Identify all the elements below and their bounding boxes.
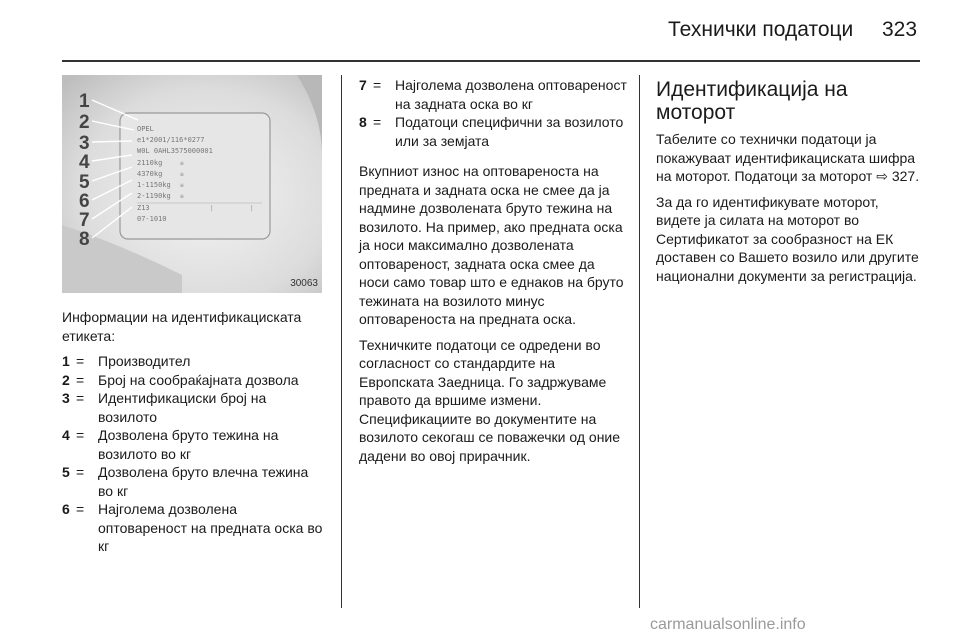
list-item: 3 = Идентификациски број на возилото [62,390,267,425]
callout-7: 7 [79,210,90,231]
label-line-8: Z13 [137,204,150,212]
list-item: 8 = Податоци специфични за возилото или за земјата [359,114,624,149]
figure-number: 30063 [290,278,318,289]
label-line-7: 2-1190kg [137,192,171,200]
column-divider-2 [639,75,640,608]
header-rule [62,60,920,62]
label-line-6: 1-1150kg [137,181,171,189]
standards-paragraph: Техничките податоци се одредени во согласност со стандардите на Европската Заедница. Го задржуваме правото да вршиме измени. Спецификациите во документите на возилото секогаш се поважечки од оние дадени во овој прирачник. [359,336,621,464]
left-column [62,308,324,562]
right-column [656,78,922,292]
axle-load-paragraph: Вкупниот износ на оптовареноста на предната и задната оска не смее да ја надмине дозволената бруто тежина на возилото. На пример, ако предната оска ја носи максимално дозволената оптовареност, задната оска смее да носи само товар што е еднаков на бруто тежината на возилото минус оптовареноста на предната оска. [359,163,624,327]
callout-2: 2 [79,112,90,133]
vehicle-id-label-figure [62,75,322,293]
engine-identify-paragraph: За да го идентификувате моторот, видете ја силата на моторот во Сертификатот за сообразност на ЕК доставен со Вашето возило или другите национални документи за регистрација. [656,193,919,284]
svg-text:|: | [210,205,214,212]
label-line-9: 07-1010 [137,215,167,223]
page-number: 323 [882,18,918,41]
label-intro: Информации на идентификациската етикета: [62,309,302,344]
svg-text:|: | [250,205,254,212]
page-ref-link[interactable]: 327 [891,168,916,184]
label-line-1: OPEL [137,125,154,133]
section-heading: Идентификација на моторот [656,78,848,124]
list-item: 5 = Дозволена бруто влечна тежина во кг [62,464,309,499]
list-item: 6 = Најголема дозволена оптовареност на предната оска во кг [62,501,323,554]
callout-8: 8 [79,229,90,250]
list-item: 1 = Производител [62,353,191,369]
callout-1: 1 [79,91,90,112]
label-line-4: 2110kg [137,159,163,167]
middle-column [359,76,627,472]
column-divider-1 [341,75,342,608]
label-legend-list [62,352,324,556]
list-item: 7 = Најголема дозволена оптовареност на задната оска во кг [359,77,627,112]
engine-code-paragraph: Табелите со технички податоци ја покажуваат идентификациската шифра на моторот. Податоци за моторот ⇨ 327. [656,131,920,184]
watermark: carmanualsonline.info [650,616,806,633]
callout-6: 6 [79,191,90,212]
label-line-2: e1*2001/116*0277 [137,136,205,144]
list-item: 4 = Дозволена бруто тежина на возилото во кг [62,427,279,462]
svg-text:≡: ≡ [180,182,184,189]
list-item: 2 = Број на сообраќајната дозвола [62,371,299,388]
page-ref-arrow-icon: ⇨ [876,168,888,184]
header-title: Технички податоци [668,18,854,41]
callout-4: 4 [79,152,90,173]
callout-5: 5 [79,172,90,193]
callout-3: 3 [79,133,90,154]
svg-text:≡: ≡ [180,171,184,178]
svg-text:≡: ≡ [180,160,184,167]
id-label-plate-photo-icon [62,75,322,293]
svg-text:≡: ≡ [180,193,184,200]
label-legend-list-continued [359,76,627,150]
label-line-3: W0L 0AHL3575000001 [137,147,213,155]
label-line-5: 4370kg [137,170,163,178]
